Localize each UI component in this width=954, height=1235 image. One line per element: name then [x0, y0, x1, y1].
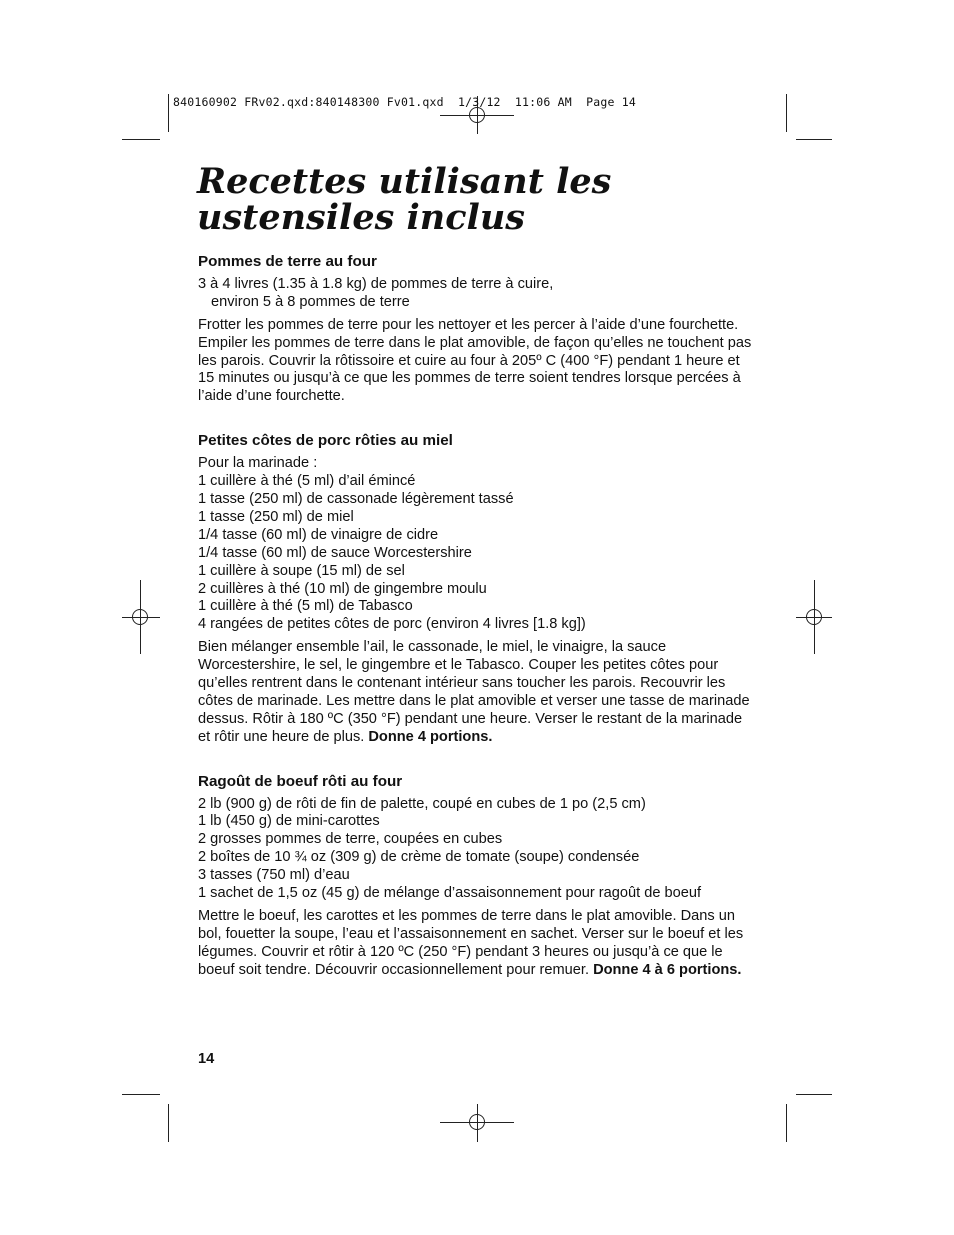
- recipe-honey-ribs: [198, 432, 758, 746]
- instructions-text: Frotter les pommes de terre pour les nettoyer et les percer à l’aide d’une fourchette. Empiler les pommes de terre dans le plat amovible, de façon qu’elles ne touchent pas les parois. Couvrir la rôtissoire et cuire au four à 205º C (400 °F) pendant 1 heure et 15 minutes ou jusqu’à ce que les pommes de terre soient tendres lorsque percées à l’aide d’une fourchette.: [198, 316, 752, 405]
- ingredient-item: Pour la marinade :: [198, 455, 318, 472]
- ingredient-item: 2 lb (900 g) de rôti de fin de palette, coupé en cubes de 1 po (2,5 cm): [198, 795, 646, 812]
- recipe-instructions: [198, 639, 758, 746]
- crop-mark: [796, 1094, 832, 1095]
- ingredient-item: 2 cuillères à thé (10 ml) de gingembre moulu: [198, 580, 487, 597]
- recipe-yield: Donne 4 à 6 portions.: [593, 961, 742, 978]
- instructions-text: Mettre le boeuf, les carottes et les pommes de terre dans le plat amovible. Dans un bol, fouetter la soupe, l’eau et l’assaisonnement en sachet. Verser sur le boeuf et les légumes. Couvrir et rôtir à 120 ºC (250 °F) pendant 3 heures ou jusqu’à ce que le boeuf soit tendre. Découvrir occasionnellement pour remuer.: [198, 908, 744, 978]
- printer-slug: 840160902 FRv02.qxd:840148300 Fv01.qxd 1/3/12 11:06 AM Page 14: [173, 95, 637, 109]
- crop-mark: [168, 94, 169, 132]
- page-title-line-2: ustensiles inclus: [197, 197, 525, 238]
- ingredient-item: 1 tasse (250 ml) de miel: [198, 508, 354, 525]
- ingredient-item: 2 boîtes de 10 ¾ oz (309 g) de crème de tomate (soupe) condensée: [198, 849, 640, 866]
- page-title: [197, 161, 612, 238]
- recipes-content: [198, 253, 758, 980]
- ingredient-list: [198, 276, 758, 312]
- recipe-potatoes: [198, 253, 758, 406]
- crop-mark: [786, 1104, 787, 1142]
- recipe-yield: Donne 4 portions.: [368, 728, 493, 745]
- ingredient-item: 3 tasses (750 ml) d’eau: [198, 867, 350, 884]
- recipe-instructions: [198, 908, 758, 980]
- ingredient-list: [198, 796, 758, 903]
- registration-circle: [132, 609, 148, 625]
- recipe-beef-stew: [198, 773, 758, 980]
- registration-circle: [806, 609, 822, 625]
- recipe-title: Petites côtes de porc rôties au miel: [198, 432, 453, 450]
- ingredient-item: 1 tasse (250 ml) de cassonade légèrement tassé: [198, 490, 514, 507]
- ingredient-item: 1/4 tasse (60 ml) de sauce Worcestershire: [198, 544, 472, 561]
- ingredient-item: 3 à 4 livres (1.35 à 1.8 kg) de pommes de terre à cuire,: [198, 275, 554, 292]
- page-title-line-1: Recettes utilisant les: [197, 161, 612, 202]
- crop-mark: [168, 1104, 169, 1142]
- ingredient-item: 1 lb (450 g) de mini-carottes: [198, 813, 380, 830]
- ingredient-item: 1 cuillère à soupe (15 ml) de sel: [198, 562, 405, 579]
- recipe-title: Pommes de terre au four: [198, 253, 377, 270]
- ingredient-item: 1 cuillère à thé (5 ml) d’ail émincé: [198, 473, 416, 490]
- crop-mark: [796, 139, 832, 140]
- ingredient-list: [198, 455, 758, 634]
- registration-circle: [469, 107, 485, 123]
- ingredient-item: 4 rangées de petites côtes de porc (environ 4 livres [1.8 kg]): [198, 616, 586, 633]
- instructions-text: Bien mélanger ensemble l’ail, le cassonade, le miel, le vinaigre, la sauce Worcestershire, le sel, le gingembre et le Tabasco. Couper les petites côtes pour qu’elles rentrent dans le contenant intérieur sans toucher les parois. Recouvrir les côtes de marinade. Les mettre dans le plat amovible et verser une tasse de marinade dessus. Rôtir à 180 ºC (350 °F) pendant une heure. Verser le restant de la marinade et rôtir une heure de plus.: [198, 639, 750, 745]
- ingredient-item: 1 cuillère à thé (5 ml) de Tabasco: [198, 598, 413, 615]
- ingredient-item: 1/4 tasse (60 ml) de vinaigre de cidre: [198, 526, 439, 543]
- registration-circle: [469, 1114, 485, 1130]
- ingredient-item: 2 grosses pommes de terre, coupées en cubes: [198, 831, 503, 848]
- crop-mark: [122, 1094, 160, 1095]
- recipe-instructions: [198, 317, 758, 407]
- crop-mark: [122, 139, 160, 140]
- page-number: 14: [198, 1051, 215, 1067]
- crop-mark: [786, 94, 787, 132]
- ingredient-item: environ 5 à 8 pommes de terre: [211, 293, 410, 310]
- recipe-title: Ragoût de boeuf rôti au four: [198, 772, 403, 790]
- ingredient-item: 1 sachet de 1,5 oz (45 g) de mélange d’assaisonnement pour ragoût de boeuf: [198, 885, 702, 902]
